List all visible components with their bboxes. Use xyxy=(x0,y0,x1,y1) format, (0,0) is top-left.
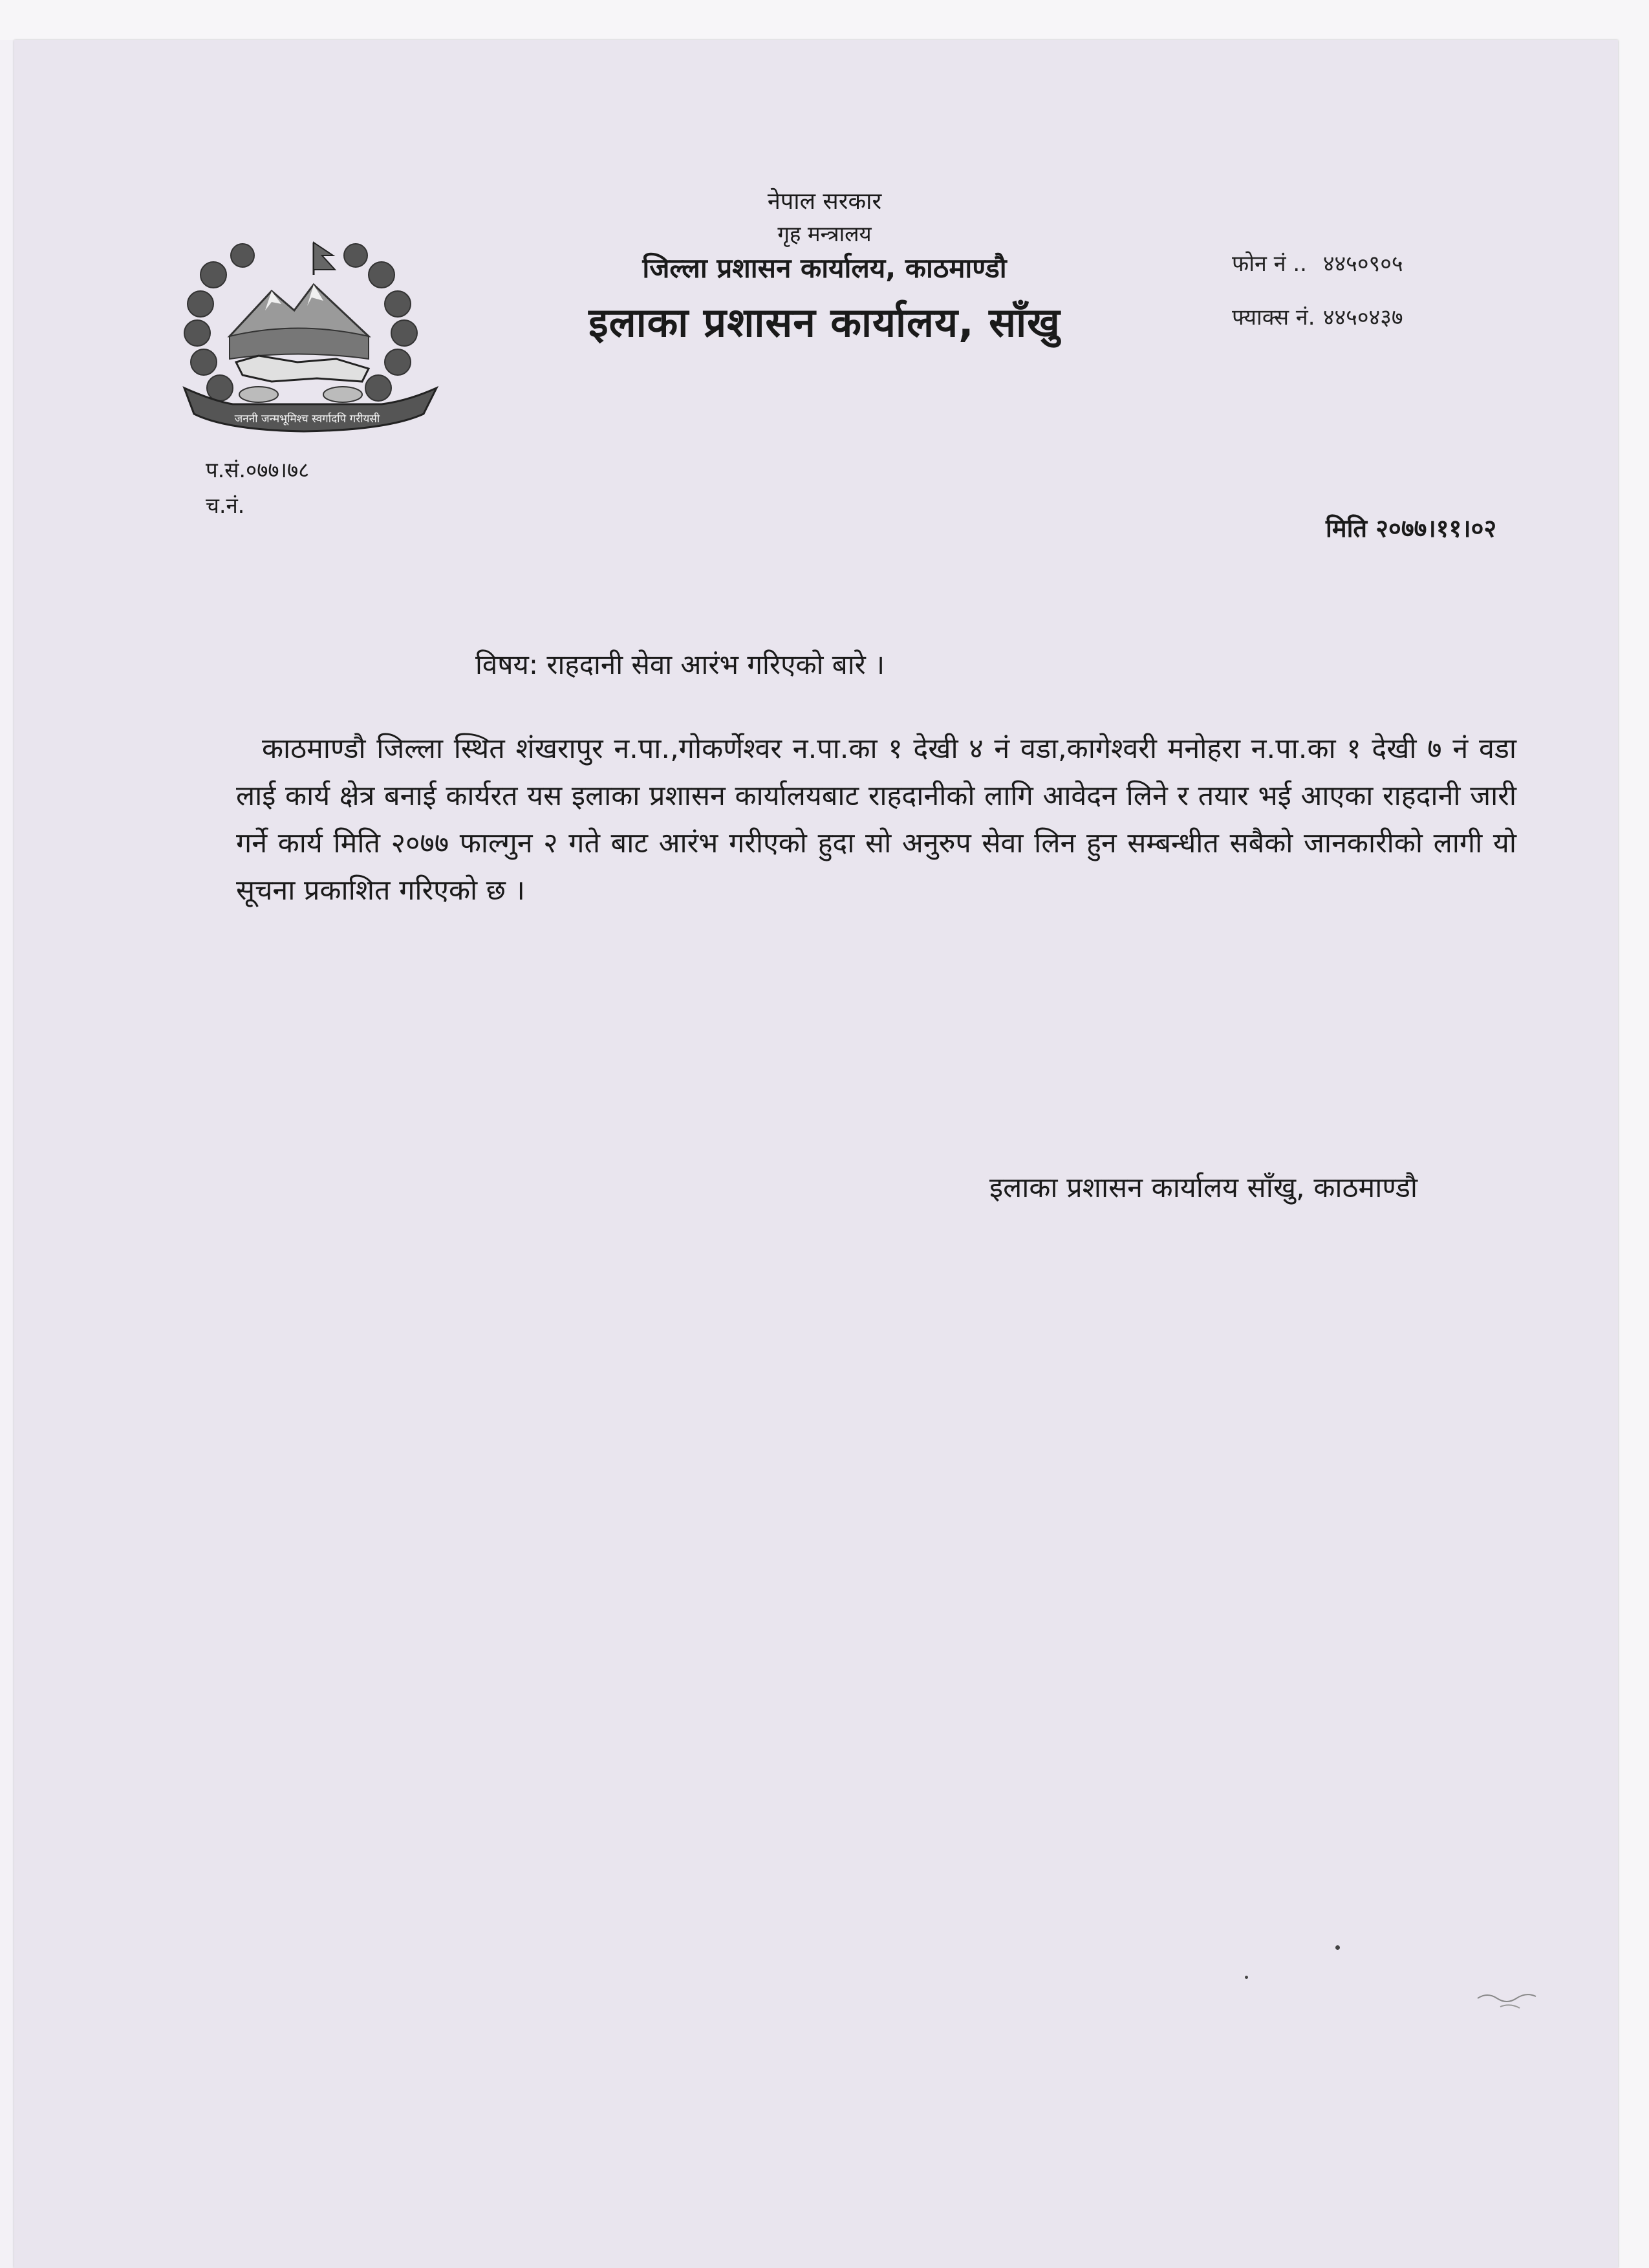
phone-label: फोन नं .. xyxy=(1232,251,1307,277)
fax-label: फ्याक्स नं. xyxy=(1232,305,1315,330)
office-title: इलाका प्रशासन कार्यालय, साँखु xyxy=(588,299,1061,346)
nepal-coat-of-arms-icon xyxy=(175,230,443,443)
scan-background-edge xyxy=(1618,0,1649,2268)
scan-speck xyxy=(1245,1976,1248,1979)
letter-number: प.सं.०७७।७८ xyxy=(206,457,310,482)
phone-number xyxy=(1232,248,1403,277)
letter-body: काठमाण्डौ जिल्ला स्थित शंखरापुर न.पा.,गोकर्णेश्वर न.पा.का १ देखी ४ नं वडा,कागेश्वरी मनोहरा न.पा.का १ देखी ७ नं वडा लाई कार्य क्षेत्र बनाई कार्यरत यस इलाका प्रशासन कार्यालयबाट राहदानीको लागि आवेदन लिने र तयार भई आएका राहदानी जारी गर्ने कार्य मिति २०७७ फाल्गुन २ गते बाट आरंभ गरीएको हुदा सो अनुरुप सेवा लिन हुन सम्बन्धीत सबैको जानकारीको लागी यो सूचना प्रकाशित गरिएको छ । xyxy=(236,733,1516,907)
scan-scribble xyxy=(1474,1982,1552,2014)
district-office-name: जिल्ला प्रशासन कार्यालय, काठमाण्डौ xyxy=(642,252,1007,284)
scan-speck xyxy=(1335,1945,1340,1950)
scan-background xyxy=(0,0,1649,40)
ministry-name: गृह मन्त्रालय xyxy=(777,221,872,246)
dispatch-number: च.नं. xyxy=(206,493,245,518)
letter-date: मिति २०७७।११।०२ xyxy=(1326,514,1497,543)
fax-number xyxy=(1232,301,1403,331)
letter-subject: विषय: राहदानी सेवा आरंभ गरिएको बारे । xyxy=(475,649,885,680)
government-name: नेपाल सरकार xyxy=(767,188,882,215)
phone-value: ४४५०९०५ xyxy=(1322,251,1403,277)
fax-value: ४४५०४३७ xyxy=(1322,305,1403,330)
svg-text:जननी जन्मभूमिश्च स्वर्गादपि गर: जननी जन्मभूमिश्च स्वर्गादपि गरीयसी xyxy=(234,413,380,426)
signoff-office: इलाका प्रशासन कार्यालय साँखु, काठमाण्डौ xyxy=(989,1172,1417,1204)
